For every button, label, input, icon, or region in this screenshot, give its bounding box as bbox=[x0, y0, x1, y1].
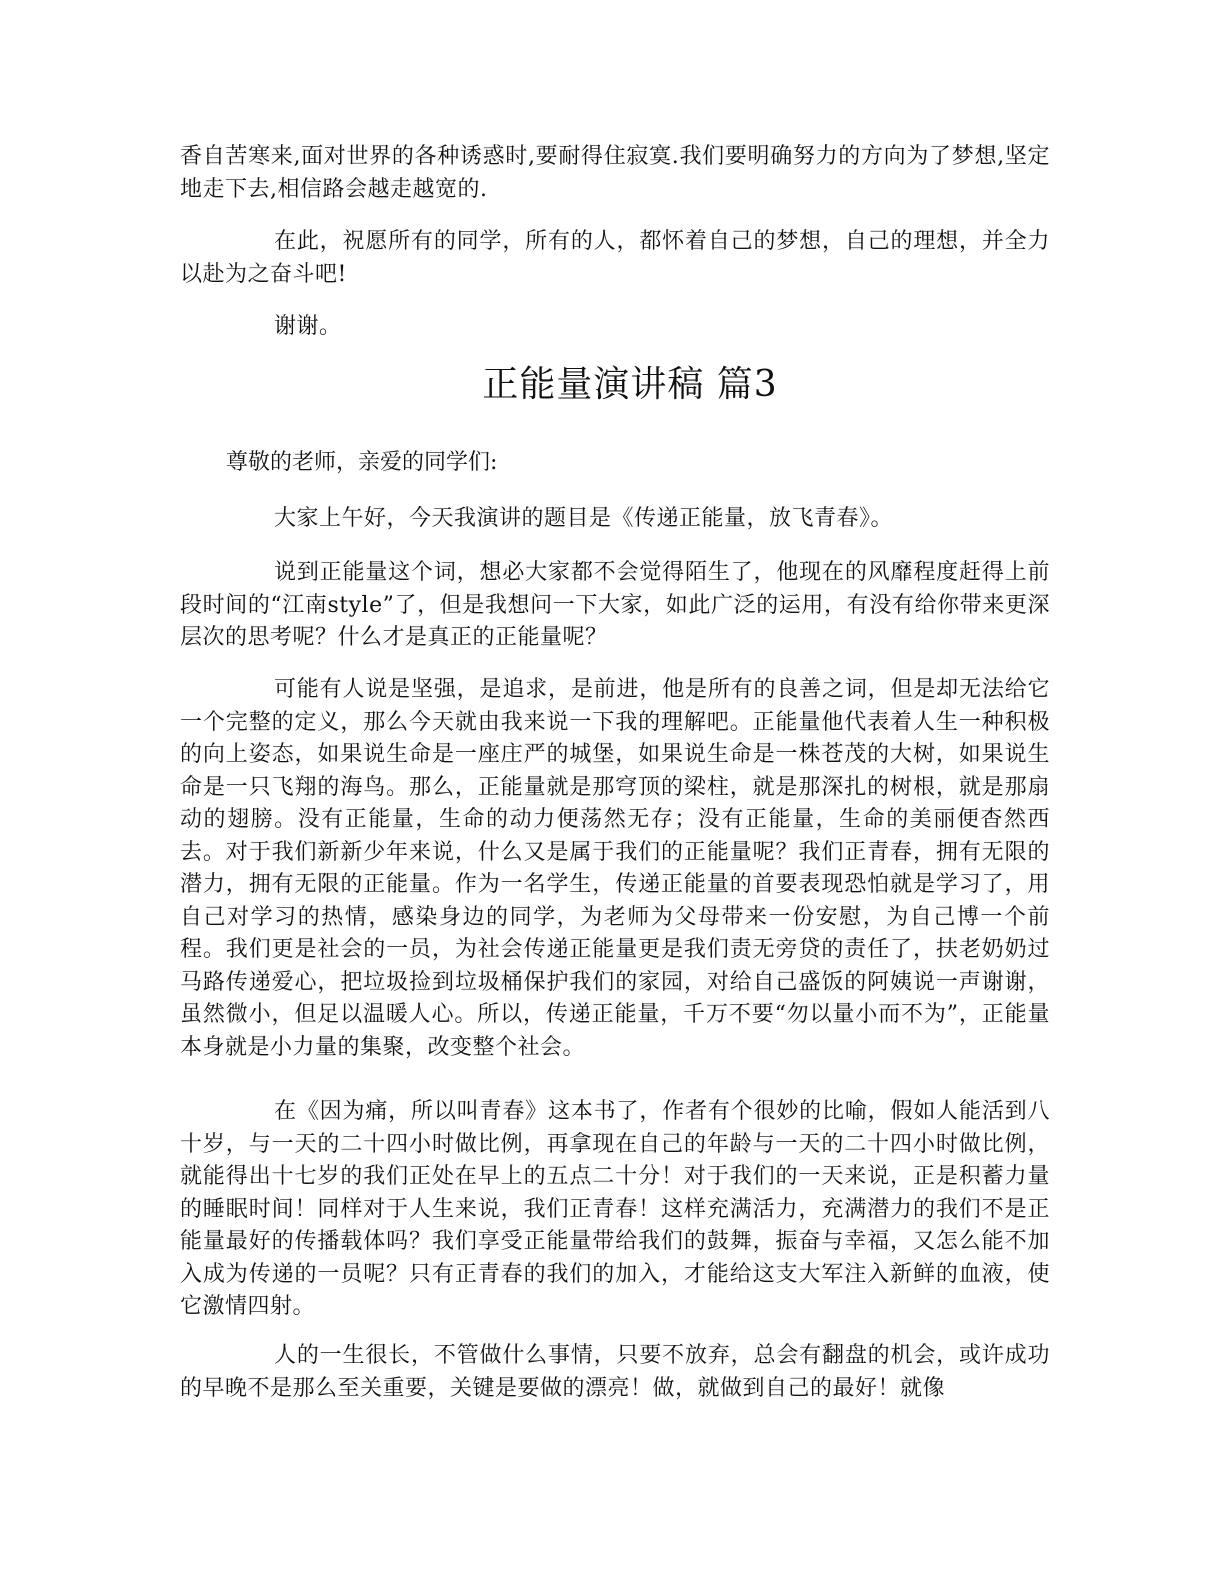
continuation-paragraph: 香自苦寒来,面对世界的各种诱惑时,要耐得住寂寞.我们要明确努力的方向为了梦想,坚定地走下去,相信路会越走越宽的. bbox=[180, 144, 1050, 202]
body-paragraph-1: 大家上午好，今天我演讲的题目是《传递正能量，放飞青春》。 bbox=[274, 506, 894, 531]
body-paragraph-2: 说到正能量这个词，想必大家都不会觉得陌生了，他现在的风靡程度赶得上前段时间的“江南style”了，但是我想问一下大家，如此广泛的运用，有没有给你带来更深层次的思考呢？什么才是真正的正能量呢？ bbox=[180, 560, 1050, 650]
section-heading: 正能量演讲稿 篇3 bbox=[482, 364, 778, 405]
body-paragraph-5: 人的一生很长，不管做什么事情，只要不放弃，总会有翻盘的机会，或许成功的早晚不是那么至关重要，关键是要做的漂亮！做，就做到自己的最好！就像 bbox=[180, 1343, 1050, 1401]
wish-paragraph: 在此，祝愿所有的同学，所有的人，都怀着自己的梦想，自己的理想，并全力以赴为之奋斗吧! bbox=[180, 229, 1050, 287]
thanks-paragraph: 谢谢。 bbox=[274, 314, 342, 339]
body-paragraph-4: 在《因为痛，所以叫青春》这本书了，作者有个很妙的比喻，假如人能活到八十岁，与一天的二十四小时做比例，再拿现在自己的年龄与一天的二十四小时做比例，就能得出十七岁的我们正处在早上的五点二十分！对于我们的一天来说，正是积蓄力量的睡眠时间！同样对于人生来说，我们正青春！这样充满活力，充满潜力的我们不是正能量最好的传播载体吗？我们享受正能量带给我们的鼓舞，振奋与幸福，又怎么能不加入成为传递的一员呢？只有正青春的我们的加入，才能给这支大军注入新鲜的血液，使它激情四射。 bbox=[180, 1099, 1050, 1319]
body-paragraph-3: 可能有人说是坚强，是追求，是前进，他是所有的良善之词，但是却无法给它一个完整的定义，那么今天就由我来说一下我的理解吧。正能量他代表着人生一种积极的向上姿态，如果说生命是一座庄严的城堡，如果说生命是一株苍茂的大树，如果说生命是一只飞翔的海鸟。那么，正能量就是那穹顶的梁柱，就是那深扎的树根，就是那扇动的翅膀。没有正能量，生命的动力便荡然无存；没有正能量，生命的美丽便杳然西去。对于我们新新少年来说，什么又是属于我们的正能量呢？我们正青春，拥有无限的潜力，拥有无限的正能量。作为一名学生，传递正能量的首要表现恐怕就是学习了，用自己对学习的热情，感染身边的同学，为老师为父母带来一份安慰，为自己博一个前程。我们更是社会的一员，为社会传递正能量更是我们责无旁贷的责任了，扶老奶奶过马路传递爱心，把垃圾捡到垃圾桶保护我们的家园，对给自己盛饭的阿姨说一声谢谢，虽然微小，但足以温暖人心。所以，传递正能量，千万不要“勿以量小而不为”，正能量本身就是小力量的集聚，改变整个社会。 bbox=[180, 677, 1050, 1060]
salutation: 尊敬的老师，亲爱的同学们: bbox=[226, 450, 498, 475]
